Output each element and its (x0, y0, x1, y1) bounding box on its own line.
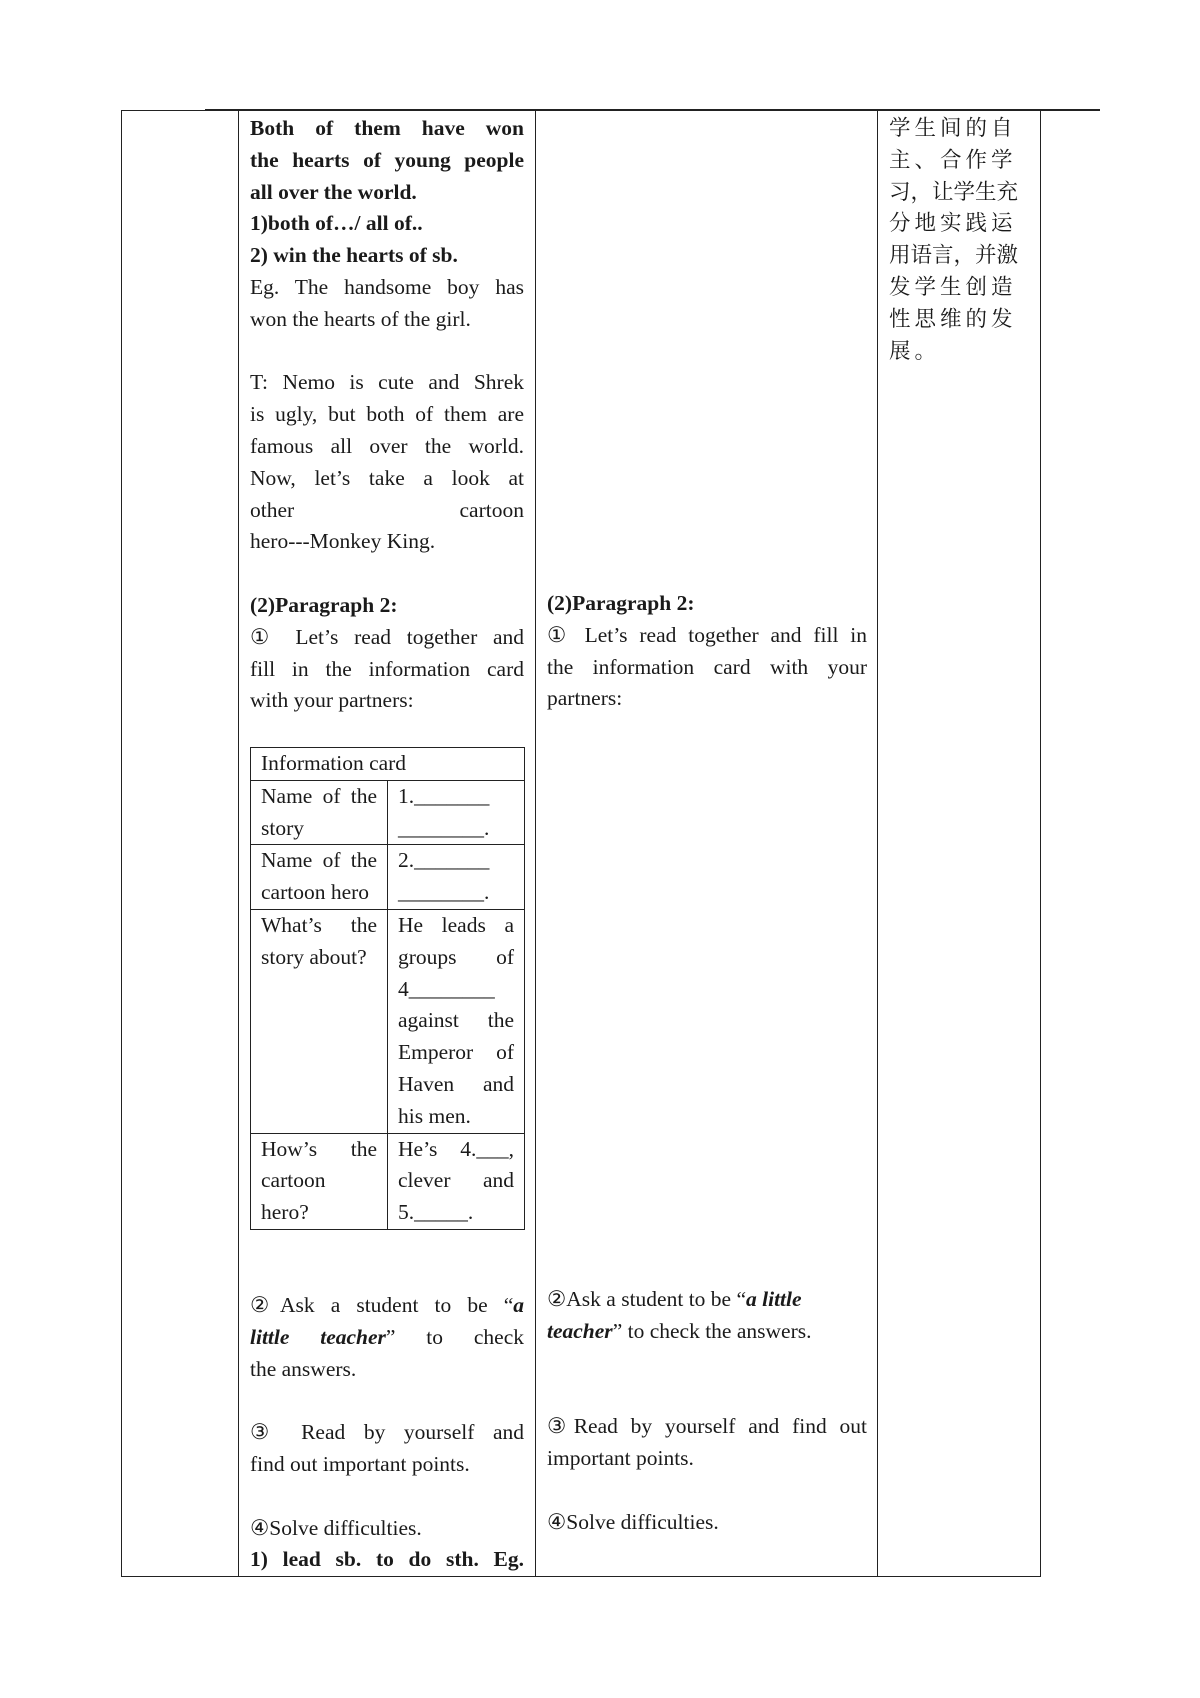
paragraph-2-heading: (2)Paragraph 2: (547, 591, 695, 615)
para1-intro-line: the hearts of young people (250, 147, 524, 172)
transition-line: famous all over the world. (250, 433, 524, 458)
transition-line: T: Nemo is cute and Shrek (250, 370, 524, 395)
table-col-border-3 (535, 110, 536, 1577)
transition-line: other cartoon (250, 497, 524, 522)
info-card-value: 1._______ ________. (388, 780, 525, 845)
example-line: Eg. The handsome boy has (250, 274, 524, 299)
table-top-border (205, 109, 1100, 111)
step2-text-line2: little teacher” to check (250, 1324, 524, 1349)
table-col-border-5 (1040, 110, 1041, 1577)
transition-line: hero---Monkey King. (250, 529, 436, 554)
para1-intro-line: Both of them have won (250, 116, 524, 140)
design-intent-line: 性思维的发 (889, 306, 1017, 332)
para1-intro-line: all over the world. (250, 179, 417, 204)
info-card-label: What’s the story about? (251, 909, 388, 1133)
info-card-value: He leads a groups of 4________ against the Emperor of Haven and his men. (388, 909, 525, 1133)
step2-text: ②Ask a student to be “a (250, 1293, 524, 1317)
teacher-activity-lower (250, 1290, 524, 1576)
step1-line: ① Let’s read together and (250, 624, 524, 649)
info-card-label: Name of the cartoon hero (251, 845, 388, 910)
step4-heading: ④Solve difficulties. (250, 1515, 422, 1540)
table-row (251, 1133, 525, 1229)
table-col-border-4 (877, 110, 878, 1577)
example-line: won the hearts of the girl. (250, 306, 471, 331)
step3-line: find out important points. (250, 1451, 470, 1476)
student-activity-column (547, 588, 867, 715)
step3-line: ③ Read by yourself and (250, 1420, 524, 1445)
paragraph-2-heading: (2)Paragraph 2: (250, 592, 398, 617)
step2-text: ②Ask a student to be “a little (547, 1287, 802, 1311)
transition-line: is ugly, but both of them are (250, 402, 524, 427)
design-intent-line: 学生间的自 (889, 116, 1017, 141)
design-intent-line: 用语言，并激 (889, 243, 1019, 269)
table-row (251, 748, 525, 781)
step1-line: the information card with your (547, 654, 867, 679)
design-intent-column (889, 113, 1031, 367)
step2-text-tail: the answers. (250, 1356, 357, 1381)
info-card-value: 2._______ ________. (388, 845, 525, 910)
teacher-activity-column (250, 113, 524, 717)
step4-heading: ④Solve difficulties. (547, 1509, 719, 1534)
language-point-2: 2) win the hearts of sb. (250, 243, 458, 268)
step1-line: fill in the information card (250, 656, 524, 681)
table-row (251, 780, 525, 845)
design-intent-line: 展。 (889, 338, 941, 364)
design-intent-line: 发学生创造 (889, 274, 1017, 300)
information-card-title: Information card (251, 748, 525, 781)
design-intent-line: 习，让学生充 (889, 179, 1019, 205)
transition-line: Now, let’s take a look at (250, 465, 524, 490)
info-card-label: Name of the story (251, 780, 388, 845)
step4-point: 1) lead sb. to do sth. Eg. (250, 1547, 524, 1572)
table-row (251, 845, 525, 910)
step1-line: partners: (547, 686, 623, 711)
design-intent-line: 主、合作学 (889, 147, 1017, 173)
design-intent-line: 分地实践运 (889, 211, 1017, 237)
student-activity-lower (547, 1284, 867, 1538)
info-card-label: How’s the cartoon hero? (251, 1133, 388, 1229)
step2-text-line2: teacher” to check the answers. (547, 1318, 812, 1343)
step3-line: important points. (547, 1445, 694, 1470)
information-card-table (250, 747, 525, 1230)
table-row (251, 909, 525, 1133)
table-col-border-1 (121, 110, 122, 1577)
info-card-value: He’s 4.___, clever and 5._____. (388, 1133, 525, 1229)
step1-line: with your partners: (250, 688, 414, 713)
step3-line: ③Read by yourself and find out (547, 1414, 867, 1439)
table-top-border-left (121, 110, 205, 111)
table-col-border-2 (238, 110, 239, 1577)
language-point-1: 1)both of…/ all of.. (250, 211, 423, 236)
step1-line: ① Let’s read together and fill in (547, 622, 867, 647)
